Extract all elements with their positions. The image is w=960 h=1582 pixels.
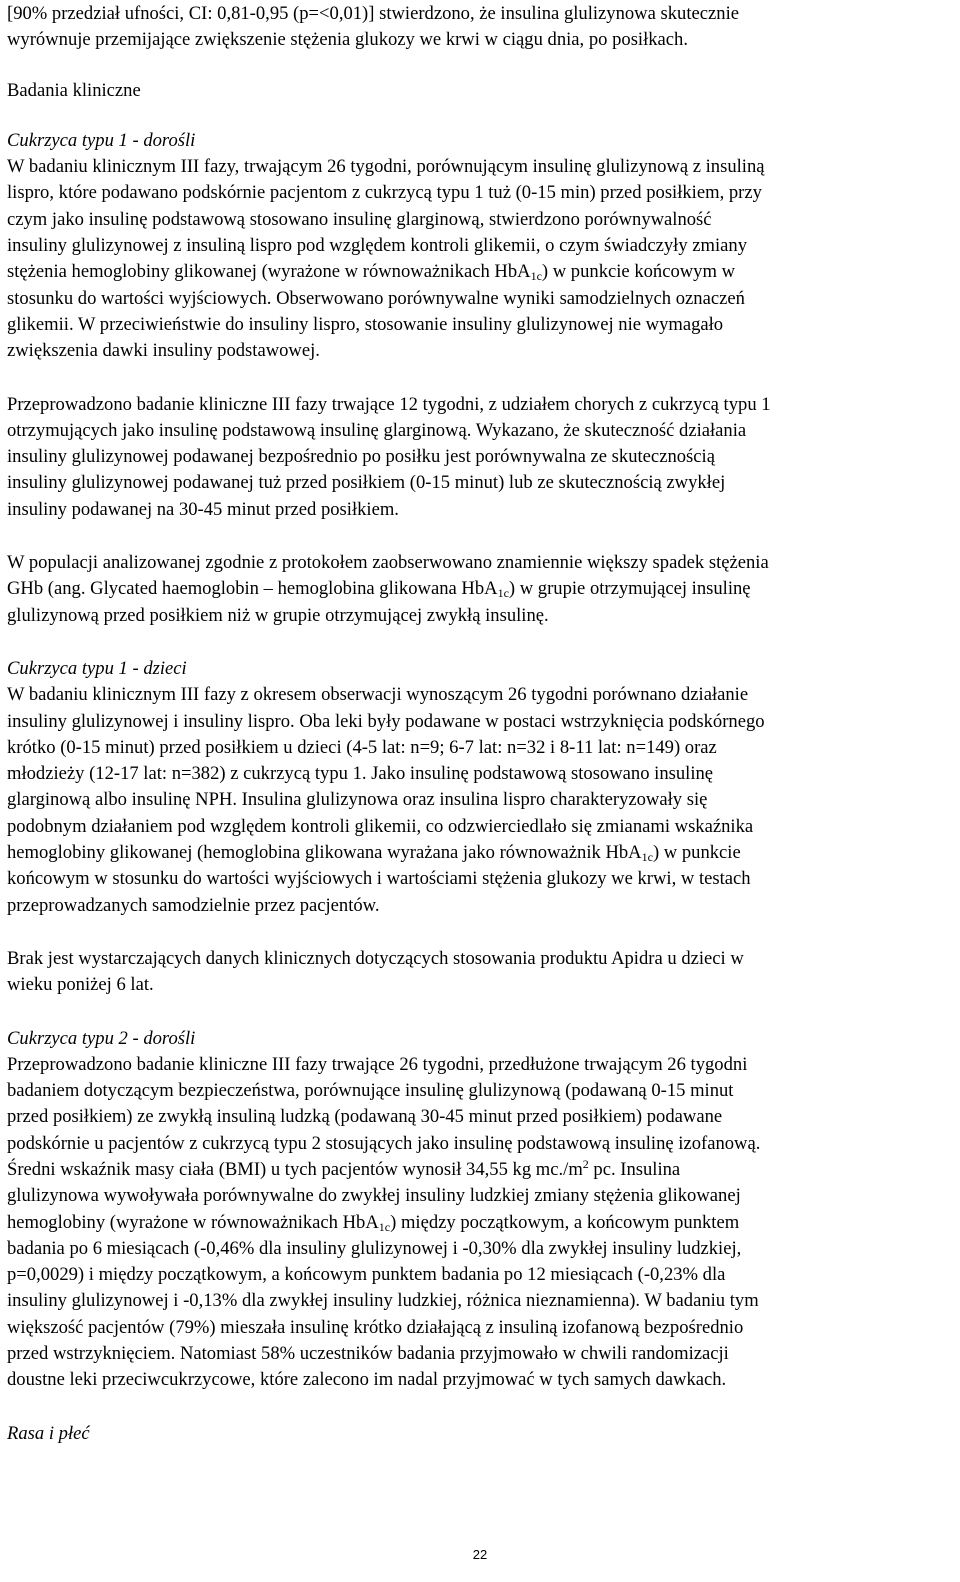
text-line: glikemii. W przeciwieństwie do insuliny lispro, stosowanie insuliny glulizynowej nie wymagało bbox=[7, 313, 724, 335]
text-line: Przeprowadzono badanie kliniczne III fazy trwające 12 tygodni, z udziałem chorych z cukrzycą typu 1 bbox=[7, 393, 771, 415]
text-line: badaniem dotyczącym bezpieczeństwa, porównujące insulinę glulizynową (podawaną 0-15 minut bbox=[7, 1080, 734, 1102]
paragraph-type1-adults-3 bbox=[7, 550, 953, 629]
text-line: insuliny glulizynowej i -0,13% dla zwykłej insuliny ludzkiej, różnica nieznamienna). W badaniu tym bbox=[7, 1290, 759, 1312]
paragraph-type1-children-2 bbox=[7, 946, 953, 999]
text-line: GHb (ang. Glycated haemoglobin – hemoglobina glikowana HbA$_{1c}$) w grupie otrzymującej insulinę bbox=[7, 578, 751, 601]
text-line: badania po 6 miesiącach (-0,46% dla insuliny glulizynowej i -0,30% dla zwykłej insuliny ludzkiej, bbox=[7, 1237, 742, 1259]
text-line: wieku poniżej 6 lat. bbox=[7, 974, 154, 996]
text-line: p=0,0029) i między początkowym, a końcowym punktem badania po 12 miesiącach (-0,23% dla bbox=[7, 1264, 726, 1286]
subsection-heading-type2-adults: Cukrzyca typu 2 - dorośli bbox=[7, 1027, 196, 1049]
text-line: hemoglobiny (wyrażone w równoważnikach HbA$_{1c}$) między początkowym, a końcowym punktem bbox=[7, 1211, 740, 1234]
text-line: [90% przedział ufności, CI: 0,81-0,95 (p=<0,01)] stwierdzono, że insulina glulizynowa skutecznie bbox=[7, 3, 739, 24]
text-line: krótko (0-15 minut) przed posiłkiem u dzieci (4-5 lat: n=9; 6-7 lat: n=32 i 8-11 lat: n=149) oraz bbox=[7, 736, 717, 758]
text-line: końcowym w stosunku do wartości wyjściowych i wartościami stężenia glukozy we krwi, w testach bbox=[7, 868, 751, 890]
text-line: W badaniu klinicznym III fazy, trwającym 26 tygodni, porównującym insulinę glulizynową z insuliną bbox=[7, 156, 765, 178]
text-line: czym jako insulinę podstawową stosowano insulinę glarginową, stwierdzono porównywalność bbox=[7, 208, 712, 230]
text-line: podskórnie u pacjentów z cukrzycą typu 2 stosujących jako insulinę podstawową insulinę izofanową. bbox=[7, 1132, 761, 1154]
text-line: insuliny podawanej na 30-45 minut przed posiłkiem. bbox=[7, 498, 399, 520]
text-line: Średni wskaźnik masy ciała (BMI) u tych pacjentów wynosił 34,55 kg $mc./m^2$ pc. Insulina bbox=[7, 1156, 681, 1180]
text-line: glulizynowa wywoływała porównywalne do zwykłej insuliny ludzkiej zmiany stężenia glikowanej bbox=[7, 1185, 741, 1207]
text-line: W badaniu klinicznym III fazy z okresem obserwacji wynoszącym 26 tygodni porównano działanie bbox=[7, 684, 749, 706]
paragraph-type1-children-1 bbox=[7, 682, 953, 919]
text-line: wyrównuje przemijające zwiększenie stężenia glukozy we krwi w ciągu dnia, po posiłkach. bbox=[7, 29, 689, 51]
text-line: zwiększenia dawki insuliny podstawowej. bbox=[7, 340, 320, 362]
text-line: doustne leki przeciwcukrzycowe, które zalecono im nadal przyjmować w tych samych dawkach. bbox=[7, 1369, 727, 1391]
text-line: młodzieży (12-17 lat: n=382) z cukrzycą typu 1. Jako insulinę podstawową stosowano insulinę bbox=[7, 763, 714, 785]
text-line: insuliny glulizynowej podawanej tuż przed posiłkiem (0-15 minut) lub ze skutecznością zwykłej bbox=[7, 472, 726, 494]
text-line: większość pacjentów (79%) mieszała insulinę krótko działającą z insuliną izofanową bezpośrednio bbox=[7, 1316, 744, 1338]
intro-paragraph bbox=[7, 0, 953, 54]
text-line: W populacji analizowanej zgodnie z protokołem zaobserwowano znamiennie większy spadek stężenia bbox=[7, 552, 769, 574]
text-line: insuliny glulizynowej podawanej bezpośrednio po posiłku jest porównywalna ze skutecznością bbox=[7, 446, 715, 468]
text-line: stężenia hemoglobiny glikowanej (wyrażone w równoważnikach HbA$_{1c}$) w punkcie końcowym w bbox=[7, 261, 736, 284]
subsection-heading-type1-children: Cukrzyca typu 1 - dzieci bbox=[7, 657, 187, 679]
text-line: Brak jest wystarczających danych klinicznych dotyczących stosowania produktu Apidra u dzieci w bbox=[7, 947, 744, 969]
subsection-heading-type1-adults: Cukrzyca typu 1 - dorośli bbox=[7, 129, 196, 151]
text-line: podobnym działaniem pod względem kontroli glikemii, co odzwierciedlało się zmianami wskaźnika bbox=[7, 815, 754, 837]
text-line: przed wstrzyknięciem. Natomiast 58% uczestników badania przyjmowało w chwili randomizacji bbox=[7, 1343, 729, 1365]
subsection-heading-race-gender: Rasa i płeć bbox=[7, 1422, 90, 1444]
text-line: przeprowadzanych samodzielnie przez pacjentów. bbox=[7, 894, 380, 916]
text-line: stosunku do wartości wyjściowych. Obserwowano porównywalne wyniki samodzielnych oznaczeń bbox=[7, 287, 745, 309]
text-line: glulizynową przed posiłkiem niż w grupie otrzymującej zwykłą insulinę. bbox=[7, 604, 549, 626]
document-page bbox=[7, 0, 953, 1447]
text-line: insuliny glulizynowej z insuliną lispro pod względem kontroli glikemii, o czym świadczyły zmiany bbox=[7, 235, 748, 257]
text-line: glarginową albo insulinę NPH. Insulina glulizynowa oraz insulina lispro charakteryzowały się bbox=[7, 789, 708, 811]
paragraph-type2-adults bbox=[7, 1052, 953, 1394]
section-heading: Badania kliniczne bbox=[7, 79, 141, 101]
paragraph-type1-adults-1 bbox=[7, 154, 953, 364]
paragraph-type1-adults-2 bbox=[7, 392, 953, 523]
text-line: Przeprowadzono badanie kliniczne III fazy trwające 26 tygodni, przedłużone trwającym 26 tygodni bbox=[7, 1053, 748, 1075]
text-line: otrzymujących jako insulinę podstawową insulinę glarginową. Wykazano, że skuteczność działania bbox=[7, 419, 747, 441]
text-line: lispro, które podawano podskórnie pacjentom z cukrzycą typu 1 tuż (0-15 min) przed posiłkiem, przy bbox=[7, 182, 762, 204]
page-number: 22 bbox=[472, 1547, 488, 1562]
text-line: hemoglobiny glikowanej (hemoglobina glikowana wyrażana jako równoważnik HbA$_{1c}$) w punkcie bbox=[7, 842, 741, 865]
text-line: przed posiłkiem) ze zwykłą insuliną ludzką (podawaną 30-45 minut przed posiłkiem) podawane bbox=[7, 1106, 723, 1128]
text-line: insuliny glulizynowej i insuliny lispro. Oba leki były podawane w postaci wstrzyknięcia podskórnego bbox=[7, 710, 765, 732]
